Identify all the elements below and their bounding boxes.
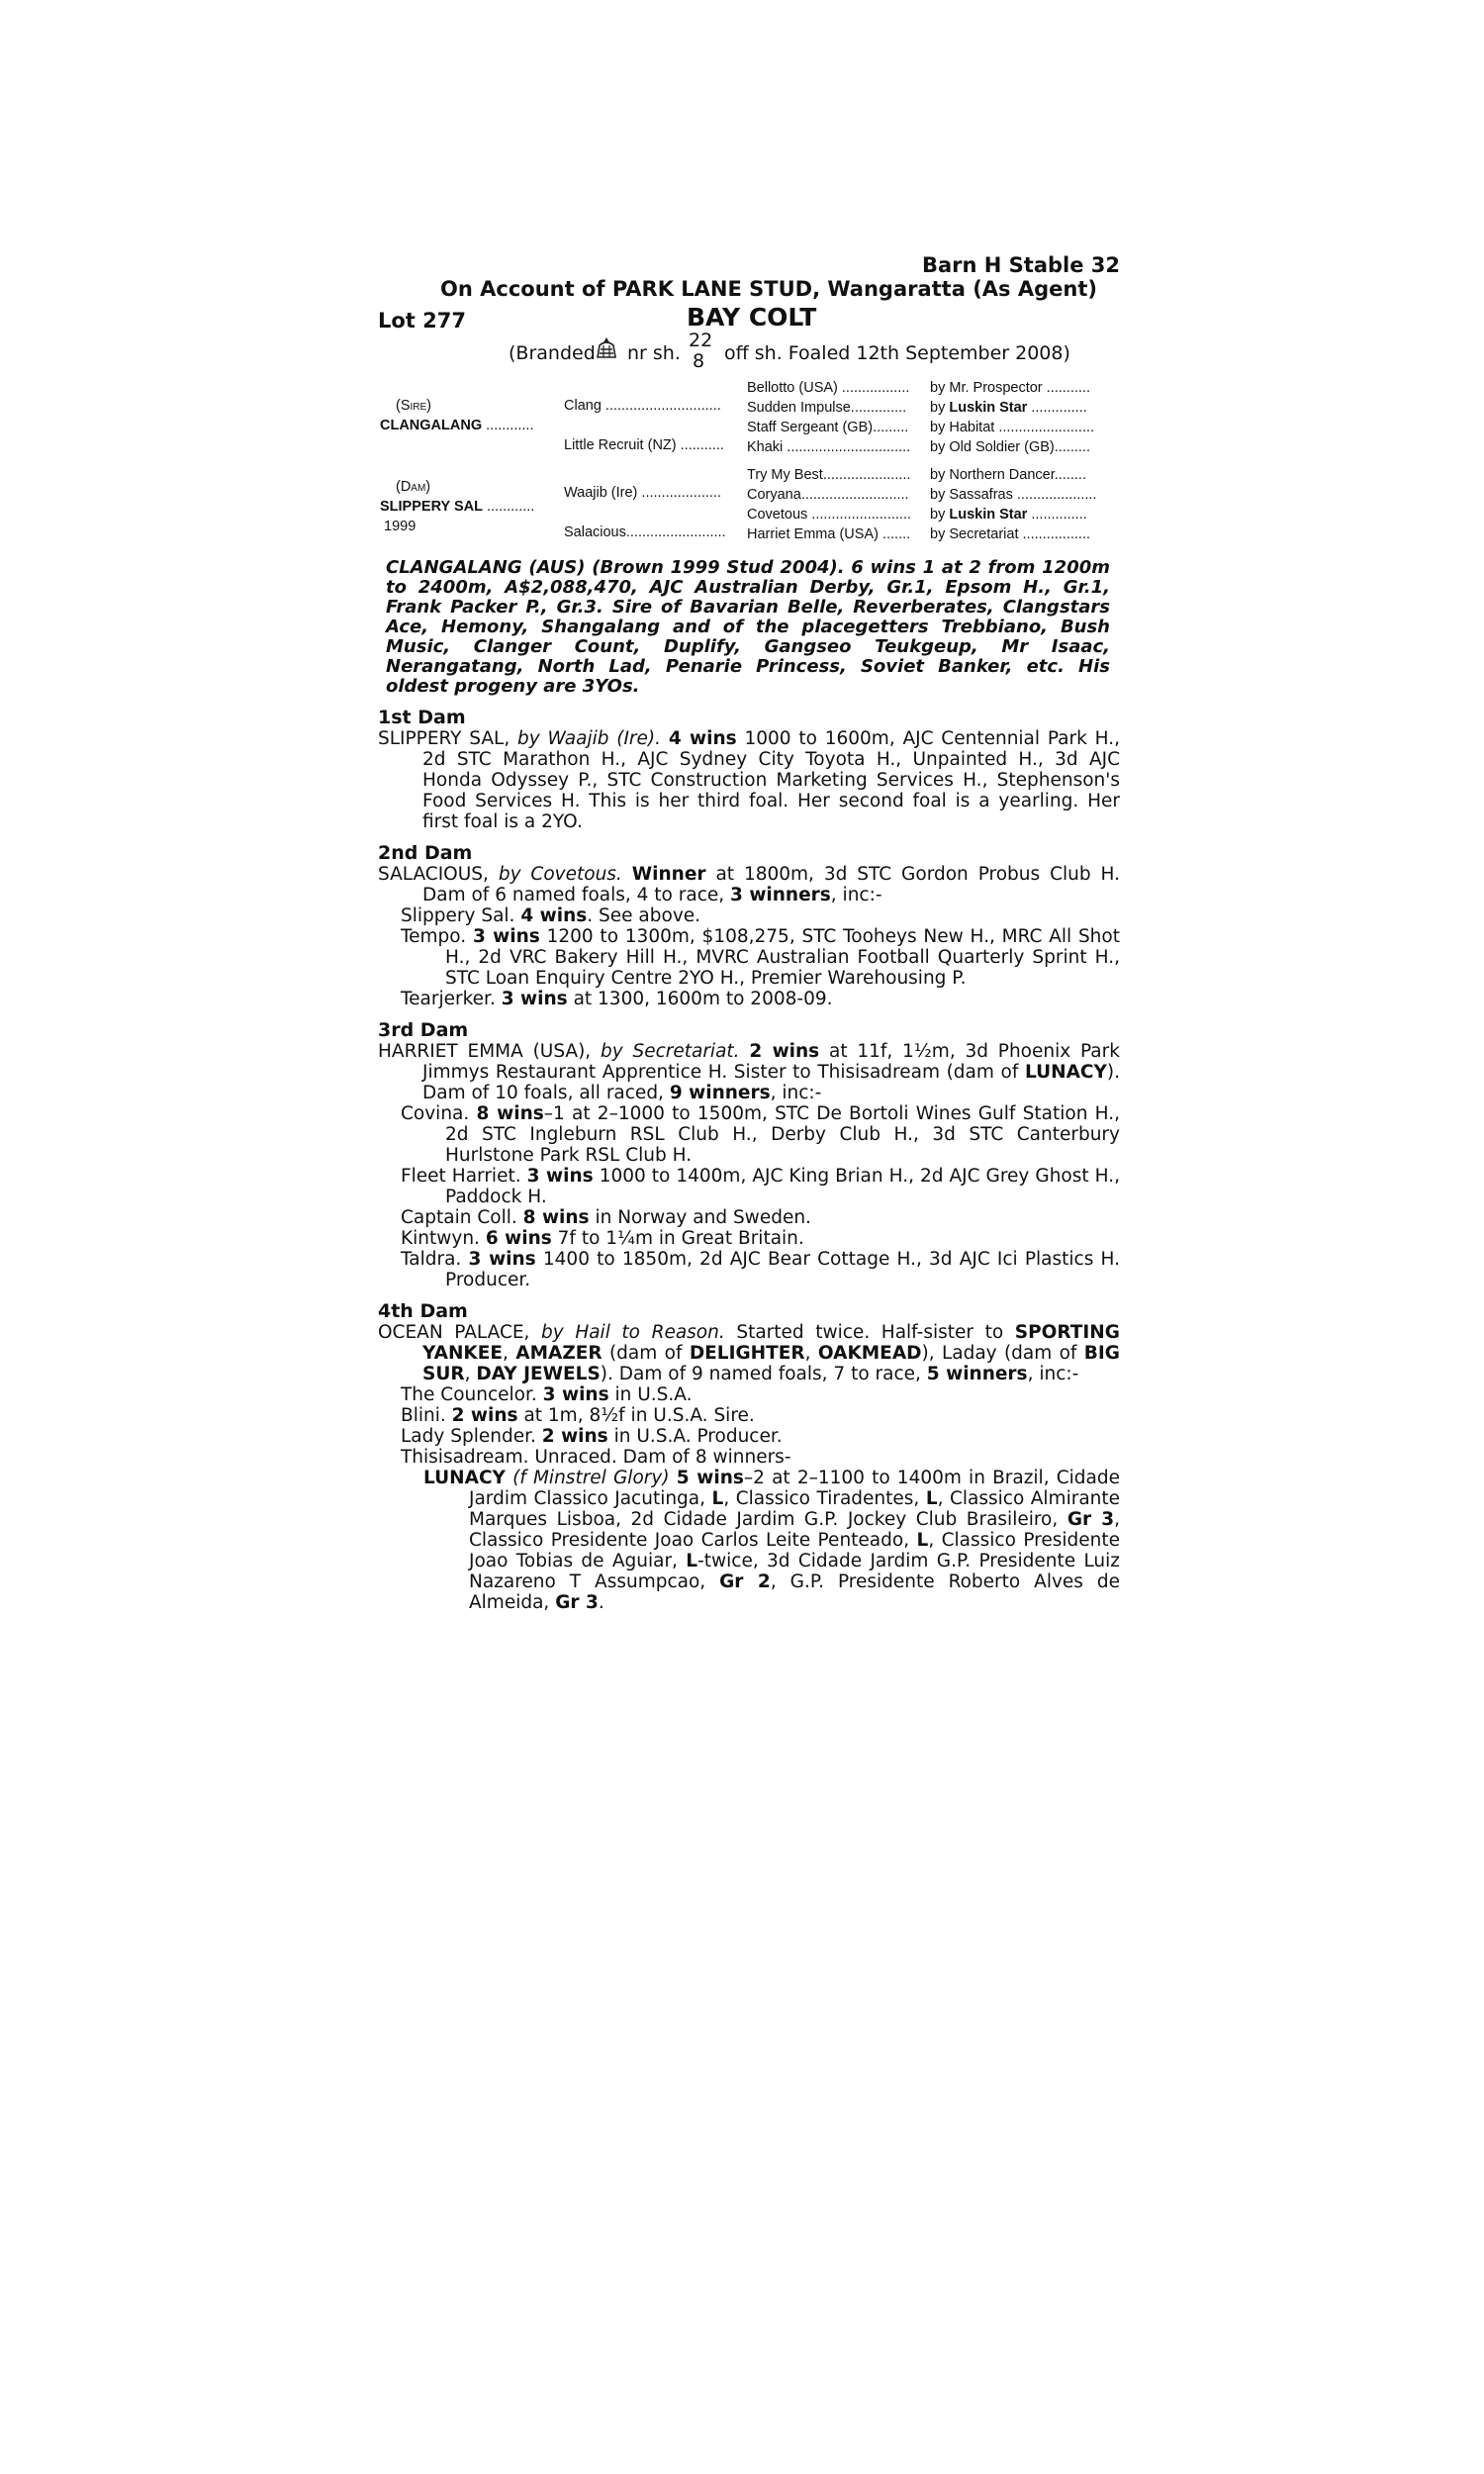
list-item: Covina. 8 wins–1 at 2–1000 to 1500m, STC De Bortoli Wines Gulf Station H., 2d STC Ingleburn RSL Club H., Derby Club H., 3d STC Canterbury Hurlstone Park RSL Club H. — [401, 1103, 1120, 1166]
list-item: Captain Coll. 8 wins in Norway and Sweden. — [401, 1207, 811, 1228]
barn-stable: Barn H Stable 32 — [921, 253, 1120, 277]
ped-g3-5: by Northern Dancer........ — [930, 467, 1086, 483]
dam-label: (Dam) — [396, 479, 431, 495]
ped-g1-3: Waajib (Ire) .................... — [564, 485, 721, 501]
ped-g3-4: by Old Soldier (GB)......... — [930, 439, 1090, 455]
lot-row — [378, 303, 1120, 333]
dam-cell: SLIPPERY SAL ............ — [380, 499, 535, 515]
sire-label: (Sire) — [396, 398, 431, 414]
ped-g2-1: Bellotto (USA) ................. — [747, 380, 910, 396]
ped-g2-3: Staff Sergeant (GB)......... — [747, 420, 909, 435]
brand-mark-icon — [594, 335, 619, 361]
ped-g3-8: by Secretariat ................. — [930, 526, 1090, 542]
ped-g3-6: by Sassafras .................... — [930, 487, 1097, 503]
ped-g1-4: Salacious......................... — [564, 524, 726, 540]
brand-number-bottom: 8 — [692, 350, 705, 372]
fourth-dam-heading: 4th Dam — [378, 1300, 468, 1322]
ped-g1-2: Little Recruit (NZ) ........... — [564, 437, 724, 453]
ped-g3-2: by Luskin Star .............. — [930, 400, 1087, 416]
list-item: Tempo. 3 wins 1200 to 1300m, $108,275, STC Tooheys New H., MRC All Shot H., 2d VRC Bakery Hill H., MVRC Australian Football Quarterly Sprint H., STC Loan Enquiry Centre 2YO H., Premier Warehousing P. — [401, 926, 1120, 989]
first-dam-entry: SLIPPERY SAL, by Waajib (Ire). 4 wins 1000 to 1600m, AJC Centennial Park H., 2d STC Marathon H., AJC Sydney City Toyota H., Unpainted H., 3d AJC Honda Odyssey P., STC Construction Marketing Services H., Stephenson's Food Services H. This is her third foal. Her second foal is a yearling. Her first foal is a 2YO. — [378, 728, 1120, 832]
ped-g2-6: Coryana........................... — [747, 487, 909, 503]
ped-g3-7: by Luskin Star .............. — [930, 507, 1087, 523]
list-item: Slippery Sal. 4 wins. See above. — [401, 905, 701, 926]
ped-g2-8: Harriet Emma (USA) ....... — [747, 526, 911, 542]
ped-g2-4: Khaki ............................... — [747, 439, 911, 455]
pedigree-table — [378, 380, 1120, 546]
sire-cell: CLANGALANG ............ — [380, 418, 534, 433]
list-item: Fleet Harriet. 3 wins 1000 to 1400m, AJC King Brian H., 2d AJC Grey Ghost H., Paddock H. — [401, 1166, 1120, 1207]
ped-g3-1: by Mr. Prospector ........... — [930, 380, 1090, 396]
fourth-dam-entry: OCEAN PALACE, by Hail to Reason. Started twice. Half-sister to SPORTING YANKEE, AMAZER (dam of DELIGHTER, OAKMEAD), Laday (dam of BIG SUR, DAY JEWELS). Dam of 9 named foals, 7 to race, 5 winners, inc:- — [378, 1322, 1120, 1384]
catalogue-page — [378, 253, 1120, 1613]
ped-g2-2: Sudden Impulse.............. — [747, 400, 907, 416]
third-dam-entry: HARRIET EMMA (USA), by Secretariat. 2 wins at 11f, 1½m, 3d Phoenix Park Jimmys Restaurant Apprentice H. Sister to Thisisadream (dam of LUNACY). Dam of 10 foals, all raced, 9 winners, inc:- — [378, 1041, 1121, 1103]
ped-g3-3: by Habitat ........................ — [930, 420, 1095, 435]
sire-name: CLANGALANG — [380, 418, 483, 433]
second-dam-heading: 2nd Dam — [378, 842, 473, 864]
sire-summary: CLANGALANG (AUS) (Brown 1999 Stud 2004). 6 wins 1 at 2 from 1200m to 2400m, A$2,088,470, AJC Australian Derby, Gr.1, Epsom H., Gr.1, Frank Packer P., Gr.3. Sire of Bavarian Belle, Reverberates, Clangstars Ace, Hemony, Shangalang and of the placegetters Trebbiano, Bush Music, Clanger Count, Duplify, Gangseo Teukgeup, Mr Isaac, Nerangatang, North Lad, Penarie Princess, Soviet Banker, etc. His oldest progeny are 3YOs. — [386, 557, 1110, 697]
list-item: Blini. 2 wins at 1m, 8½f in U.S.A. Sire. — [401, 1405, 755, 1426]
brand-number — [689, 330, 713, 372]
ped-g1-1: Clang ............................. — [564, 398, 721, 414]
list-item: Taldra. 3 wins 1400 to 1850m, 2d AJC Bear Cottage H., 3d AJC Ici Plastics H. Producer. — [401, 1249, 1120, 1290]
second-dam-entry: SALACIOUS, by Covetous. Winner at 1800m, 3d STC Gordon Probus Club H. Dam of 6 named foals, 4 to race, 3 winners, inc:- — [378, 864, 1120, 905]
first-dam-heading: 1st Dam — [378, 707, 466, 728]
foaled-date: off sh. Foaled 12th September 2008) — [724, 342, 1070, 364]
brand-number-top: 22 — [689, 330, 713, 351]
dam-year: 1999 — [384, 519, 417, 534]
vendor-account: On Account of PARK LANE STUD, Wangaratta (As Agent) — [440, 277, 1097, 301]
brand-near-side: nr sh. — [627, 342, 681, 364]
list-item: Thisisadream. Unraced. Dam of 8 winners- — [401, 1447, 791, 1468]
branded-label: (Branded — [509, 342, 596, 364]
third-dam-heading: 3rd Dam — [378, 1019, 469, 1041]
lot-number: Lot 277 — [378, 309, 466, 333]
dam-name: SLIPPERY SAL — [380, 499, 483, 515]
brand-line — [378, 330, 1120, 380]
ped-g2-5: Try My Best...................... — [747, 467, 911, 483]
grand-progeny-entry: LUNACY (f Minstrel Glory) 5 wins–2 at 2–1100 to 1400m in Brazil, Cidade Jardim Classico Jacutinga, L, Classico Tiradentes, L, Classico Almirante Marques Lisboa, 2d Cidade Jardim G.P. Jockey Club Brasileiro, Gr 3, Classico Presidente Joao Carlos Leite Penteado, L, Classico Presidente Joao Tobias de Aguiar, L-twice, 3d Cidade Jardim G.P. Presidente Luiz Nazareno T Assumpcao, Gr 2, G.P. Presidente Roberto Alves de Almeida, Gr 3. — [423, 1468, 1121, 1613]
list-item: Tearjerker. 3 wins at 1300, 1600m to 2008-09. — [401, 989, 833, 1009]
list-item: Kintwyn. 6 wins 7f to 1¼m in Great Britain. — [401, 1228, 804, 1249]
sex-colour: BAY COLT — [687, 303, 817, 332]
ped-g2-7: Covetous ......................... — [747, 507, 912, 523]
list-item: Lady Splender. 2 wins in U.S.A. Producer. — [401, 1426, 783, 1447]
list-item: The Councelor. 3 wins in U.S.A. — [401, 1384, 693, 1405]
